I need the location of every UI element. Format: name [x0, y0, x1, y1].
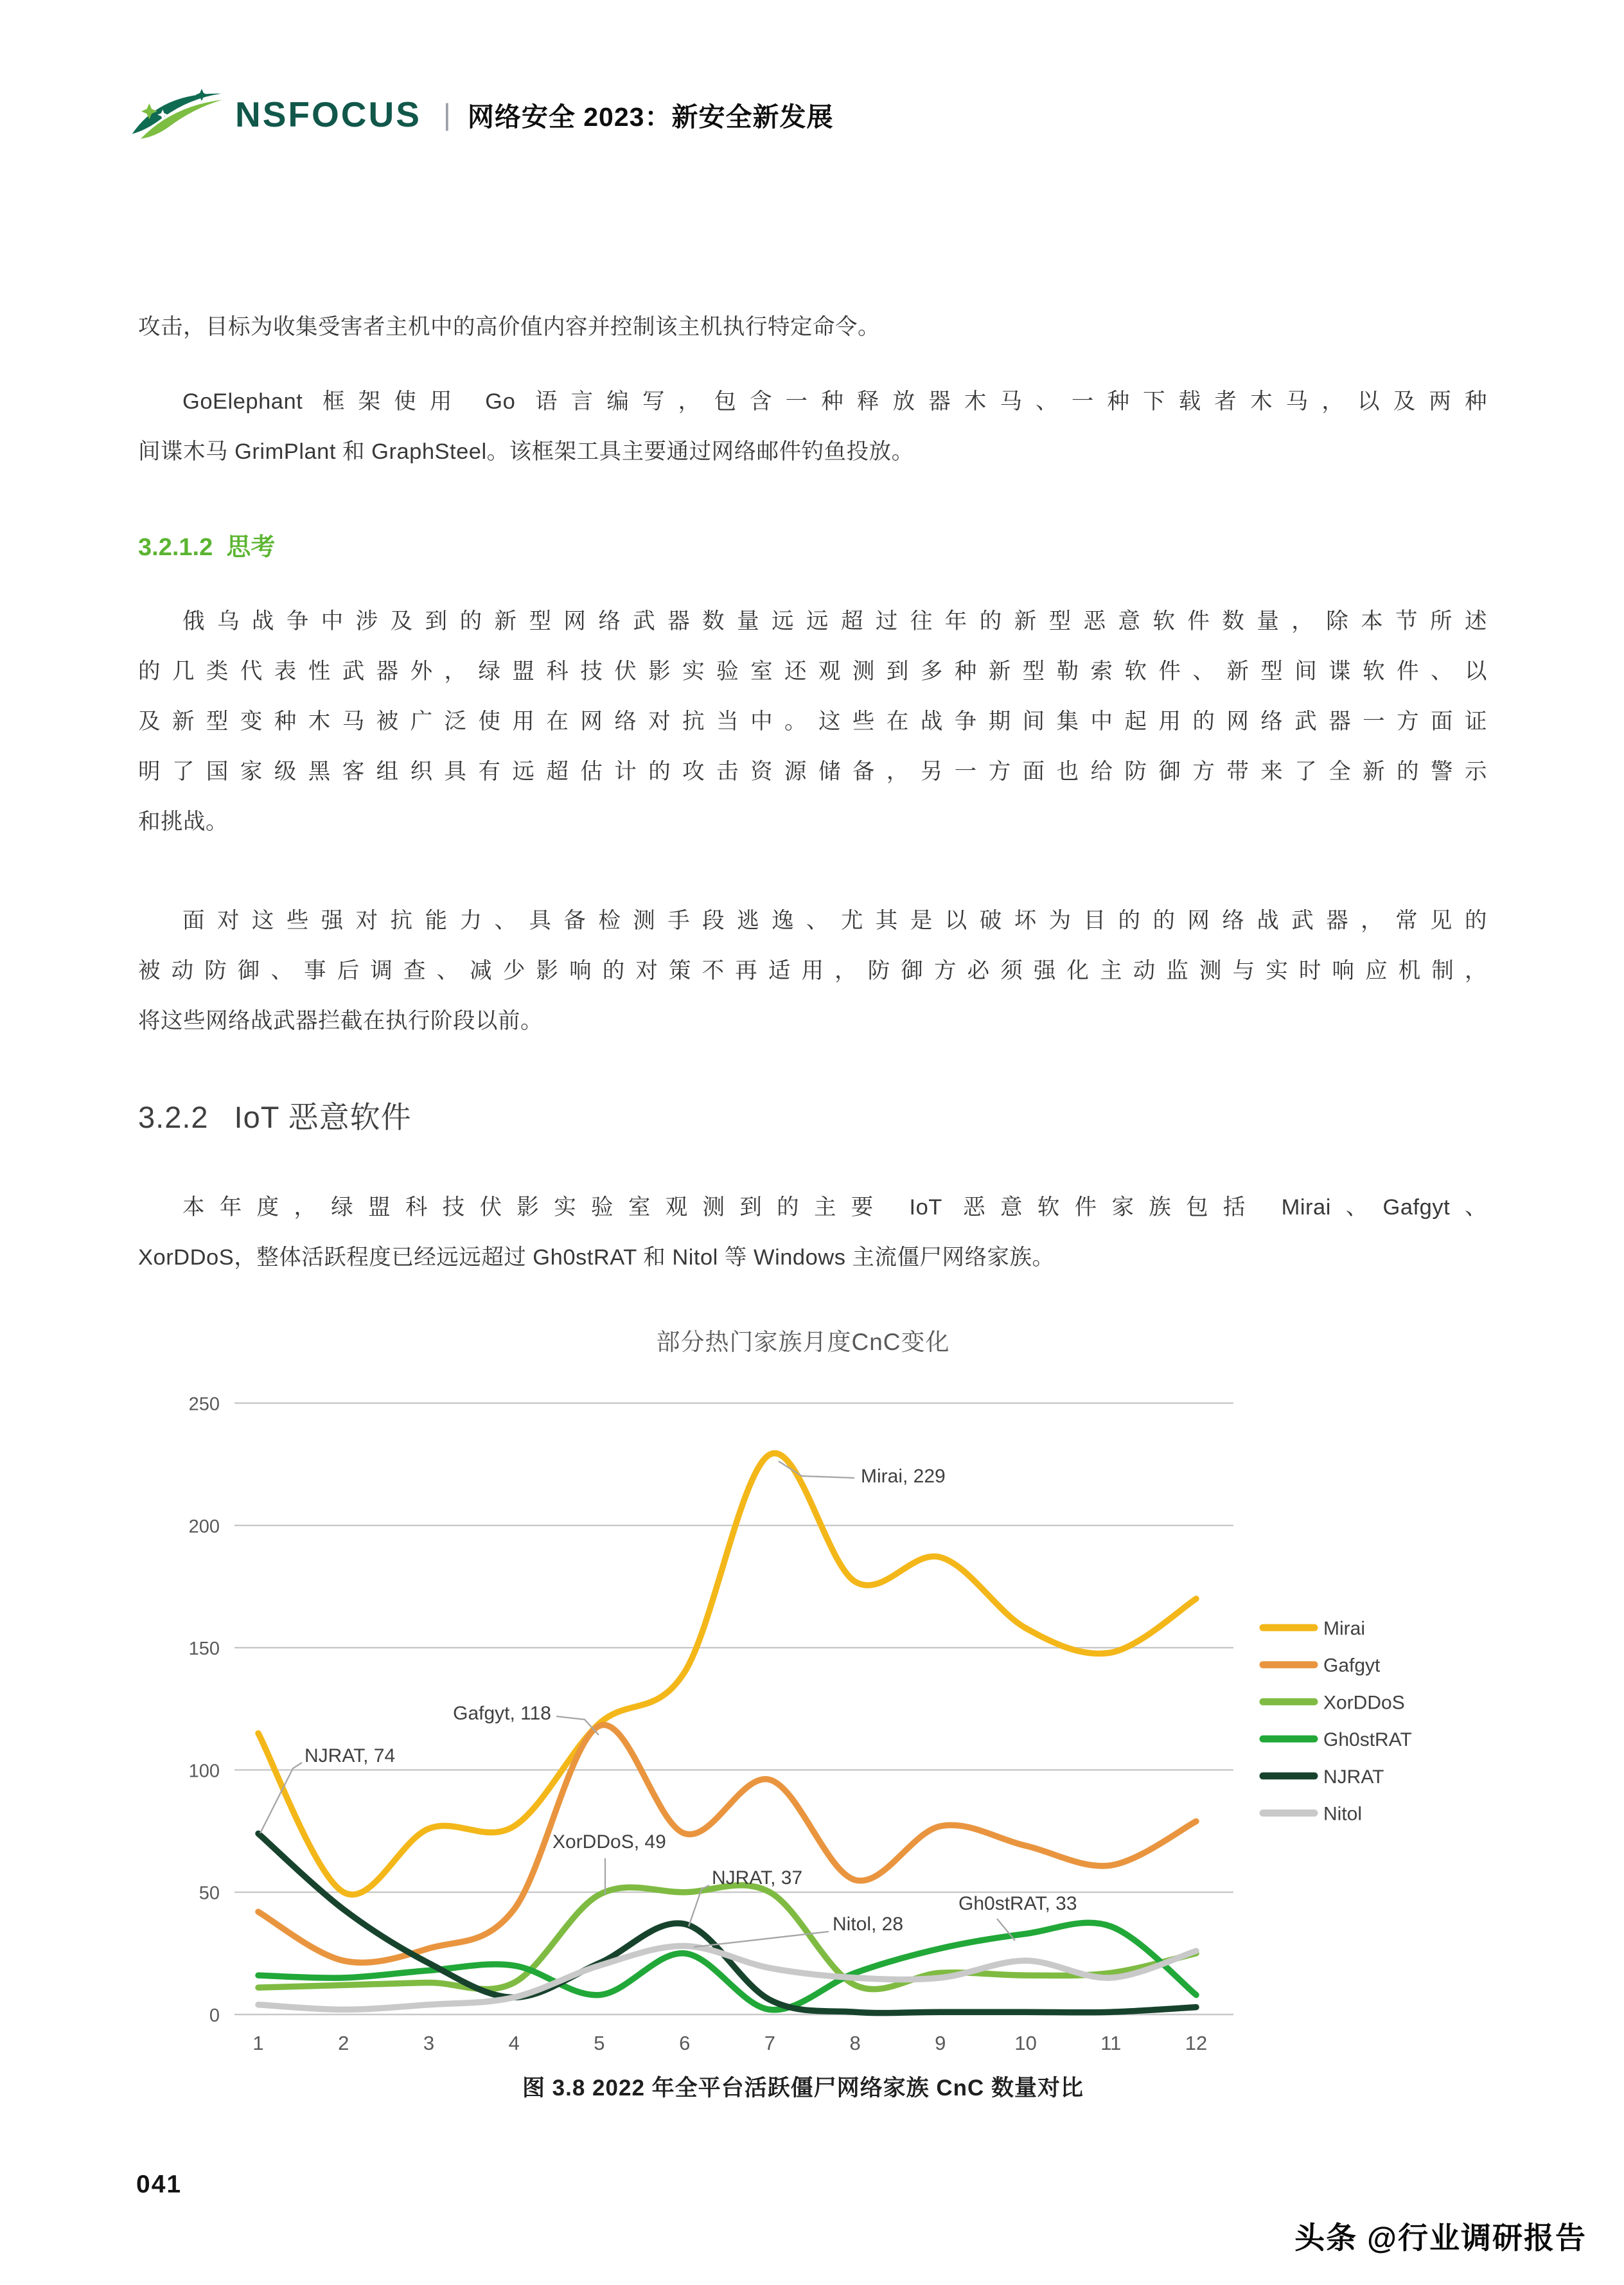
- svg-text:Mirai: Mirai: [1323, 1618, 1365, 1639]
- heading-number: 3.2.1.2: [138, 534, 213, 561]
- paragraph: [138, 896, 1487, 1046]
- paragraph: [138, 1182, 1487, 1283]
- body-text-line: 的几类代表性武器外，绿盟科技伏影实验室还观测到多种新型勒索软件、新型间谍软件、以: [138, 659, 1487, 684]
- paragraph: [138, 596, 1487, 847]
- svg-text:1: 1: [252, 2032, 264, 2054]
- svg-text:100: 100: [188, 1761, 220, 1782]
- svg-text:9: 9: [935, 2032, 946, 2054]
- svg-text:200: 200: [188, 1516, 220, 1537]
- chart-title: 部分热门家族月度CnC变化: [656, 1329, 950, 1355]
- svg-text:NJRAT, 37: NJRAT, 37: [712, 1867, 803, 1889]
- body-text-line: GoElephant 框架使用 Go 语言编写，包含一种释放器木马、一种下载者木马，以及两种: [182, 389, 1487, 414]
- svg-text:8: 8: [849, 2032, 861, 2054]
- svg-text:Gafgyt, 118: Gafgyt, 118: [453, 1703, 551, 1724]
- header-divider: |: [443, 98, 451, 131]
- body-text-line: 本年度，绿盟科技伏影实验室观测到的主要 IoT 恶意软件家族包括 Mirai、Gafgyt、: [182, 1195, 1487, 1220]
- page-number: 041: [136, 2171, 182, 2198]
- body-text-line: 面对这些强对抗能力、具备检测手段逃逸、尤其是以破坏为目的的网络战武器，常见的: [182, 909, 1487, 933]
- svg-text:NJRAT, 74: NJRAT, 74: [304, 1745, 396, 1766]
- body-text-line: 俄乌战争中涉及到的新型网络武器数量远远超过往年的新型恶意软件数量，除本节所述: [182, 609, 1487, 634]
- svg-text:5: 5: [594, 2032, 605, 2054]
- cnc-chart-canvas: [0, 1382, 1624, 2101]
- nsfocus-logo-icon: [128, 85, 226, 144]
- body-text-line: 间谍木马 GrimPlant 和 GraphSteel。该框架工具主要通过网络邮件钓鱼投放。: [138, 440, 914, 464]
- svg-text:Gh0stRAT, 33: Gh0stRAT, 33: [958, 1893, 1077, 1914]
- body-text-line: 被动防御、事后调查、减少影响的对策不再适用，防御方必须强化主动监测与实时响应机制，: [138, 959, 1487, 983]
- svg-text:4: 4: [508, 2032, 520, 2054]
- svg-text:7: 7: [764, 2032, 776, 2054]
- svg-text:XorDDoS: XorDDoS: [1323, 1692, 1405, 1714]
- svg-text:2: 2: [338, 2032, 349, 2054]
- heading-text: IoT 恶意软件: [234, 1100, 412, 1134]
- paragraph: [138, 302, 1487, 352]
- brand-name: NSFOCUS: [235, 94, 421, 134]
- svg-text:10: 10: [1014, 2032, 1037, 2054]
- svg-text:0: 0: [209, 2005, 220, 2026]
- body-text-line: 攻击，目标为收集受害者主机中的高价值内容并控制该主机执行特定命令。: [138, 315, 880, 339]
- body-text-line: 将这些网络战武器拦截在执行阶段以前。: [138, 1009, 543, 1033]
- section-heading-3212: [138, 527, 275, 562]
- header-title: 网络安全 2023：新安全新发展: [467, 102, 834, 132]
- svg-text:6: 6: [679, 2032, 691, 2054]
- cnc-line-chart: [0, 1382, 1624, 2101]
- body-text-line: 明了国家级黑客组织具有远超估计的攻击资源储备，另一方面也给防御方带来了全新的警示: [138, 760, 1487, 784]
- svg-text:Gh0stRAT: Gh0stRAT: [1323, 1729, 1412, 1751]
- section-heading-322: [138, 1094, 412, 1137]
- svg-text:XorDDoS, 49: XorDDoS, 49: [552, 1831, 666, 1853]
- svg-text:50: 50: [199, 1883, 220, 1904]
- svg-text:Nitol: Nitol: [1323, 1803, 1363, 1825]
- svg-text:150: 150: [188, 1639, 220, 1660]
- svg-text:250: 250: [188, 1394, 220, 1415]
- svg-text:NJRAT: NJRAT: [1323, 1766, 1384, 1788]
- figure-caption: 图 3.8 2022 年全平台活跃僵尸网络家族 CnC 数量对比: [522, 2076, 1084, 2101]
- svg-text:11: 11: [1100, 2032, 1122, 2054]
- svg-text:3: 3: [423, 2032, 435, 2054]
- svg-text:12: 12: [1185, 2032, 1208, 2054]
- paragraph: [138, 377, 1487, 477]
- heading-number: 3.2.2: [138, 1100, 209, 1134]
- svg-text:Gafgyt: Gafgyt: [1323, 1655, 1381, 1676]
- body-text-line: 和挑战。: [138, 810, 228, 834]
- svg-text:Nitol, 28: Nitol, 28: [833, 1914, 904, 1935]
- heading-text: 思考: [226, 534, 276, 561]
- svg-text:Mirai, 229: Mirai, 229: [861, 1466, 946, 1487]
- watermark: 头条 @行业调研报告: [1294, 2221, 1587, 2255]
- body-text-line: XorDDoS，整体活跃程度已经远远超过 Gh0stRAT 和 Nitol 等 Windows 主流僵尸网络家族。: [138, 1245, 1055, 1270]
- report-header: [128, 82, 833, 147]
- body-text-line: 及新型变种木马被广泛使用在网络对抗当中。这些在战争期间集中起用的网络武器一方面证: [138, 709, 1487, 734]
